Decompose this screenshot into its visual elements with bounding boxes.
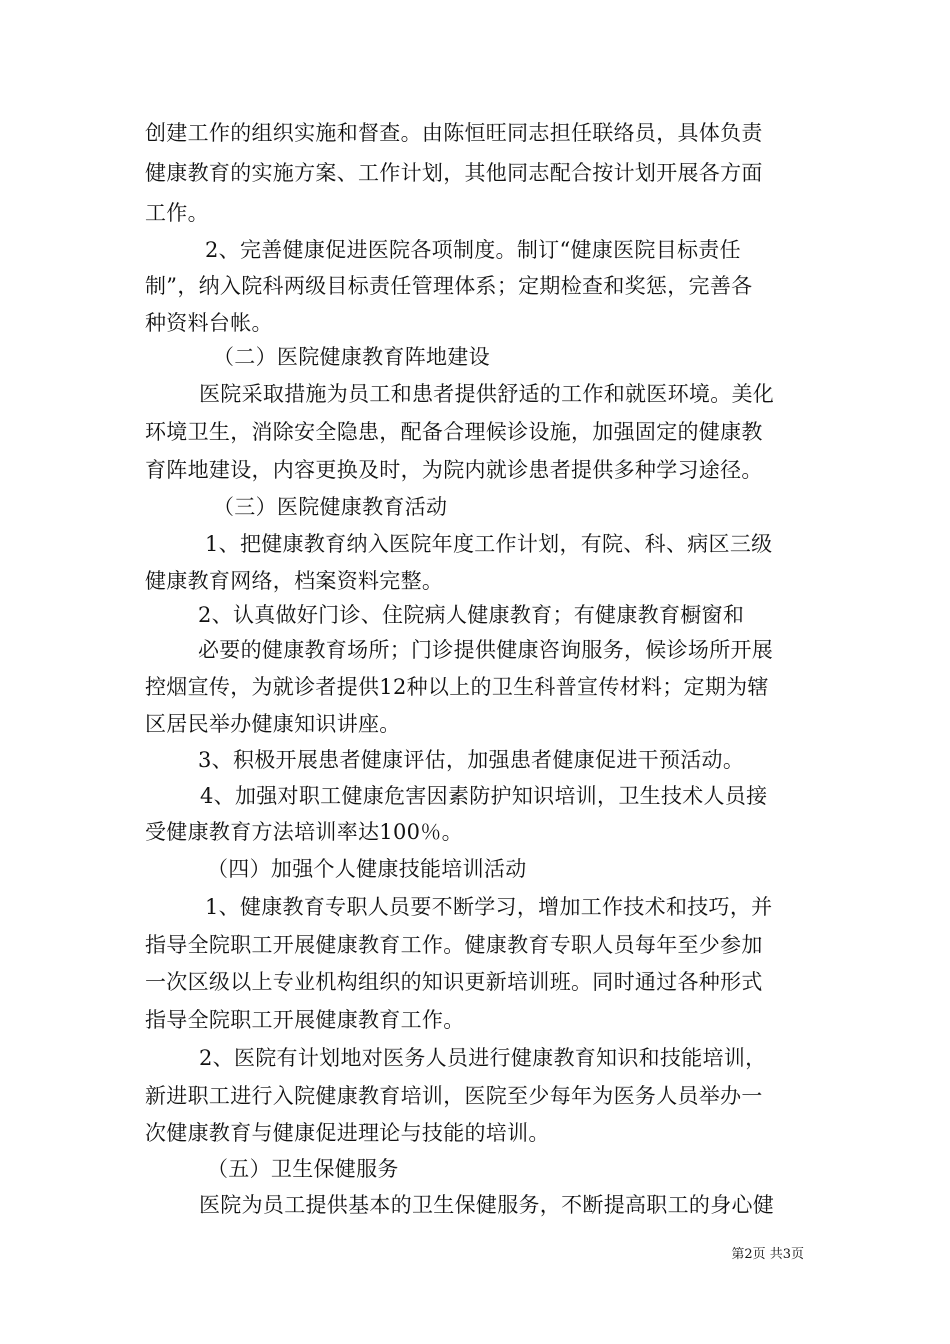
text-line: 创建工作的组织实施和督查。由陈恒旺同志担任联络员，具体负责 — [145, 121, 763, 145]
text-line: 1、健康教育专职人员要不断学习，增加工作技术和技巧，并 — [205, 895, 773, 919]
text-line: 健康教育的实施方案、工作计划，其他同志配合按计划开展各方面 — [145, 161, 763, 185]
text-line: 2、医院有计划地对医务人员进行健康教育知识和技能培训， — [199, 1046, 767, 1070]
text-line: 制”，纳入院科两级目标责任管理体系；定期检查和奖惩，完善各 — [145, 274, 753, 298]
text-line: 受健康教育方法培训率达100％。 — [145, 820, 463, 844]
text-line: 必要的健康教育场所；门诊提供健康咨询服务，候诊场所开展 — [198, 638, 774, 662]
text-line: 2、完善健康促进医院各项制度。制订“健康医院目标责任 — [205, 238, 741, 262]
text-line: 2、认真做好门诊、住院病人健康教育；有健康教育橱窗和 — [198, 603, 745, 627]
text-line: 次健康教育与健康促进理论与技能的培训。 — [145, 1121, 550, 1145]
text-line: 健康教育网络，档案资料完整。 — [145, 569, 444, 593]
section-heading: （二）医院健康教育阵地建设 — [213, 345, 490, 369]
text-line: 医院为员工提供基本的卫生保健服务，不断提高职工的身心健 — [199, 1193, 775, 1217]
text-line: 医院采取措施为员工和患者提供舒适的工作和就医环境。美化 — [199, 382, 775, 406]
page-number-footer: 第2页 共3页 — [731, 1247, 804, 1262]
text-line: 指导全院职工开展健康教育工作。健康教育专职人员每年至少参加 — [145, 933, 763, 957]
text-line: 环境卫生，消除安全隐患，配备合理候诊设施，加强固定的健康教 — [145, 420, 763, 444]
text-line: 工作。 — [145, 201, 209, 225]
text-line: 新进职工进行入院健康教育培训，医院至少每年为医务人员举办一 — [145, 1084, 763, 1108]
section-heading: （四）加强个人健康技能培训活动 — [207, 857, 527, 881]
text-line: 3、积极开展患者健康评估，加强患者健康促进干预活动。 — [198, 748, 745, 772]
section-heading: （五）卫生保健服务 — [207, 1157, 399, 1181]
text-line: 4、加强对职工健康危害因素防护知识培训，卫生技术人员接 — [200, 784, 768, 808]
text-line: 一次区级以上专业机构组织的知识更新培训班。同时通过各种形式 — [145, 970, 763, 994]
text-line: 种资料台帐。 — [145, 311, 273, 335]
text-line: 区居民举办健康知识讲座。 — [145, 712, 401, 736]
section-heading: （三）医院健康教育活动 — [213, 495, 448, 519]
text-line: 1、把健康教育纳入医院年度工作计划，有院、科、病区三级 — [205, 532, 773, 556]
text-line: 指导全院职工开展健康教育工作。 — [145, 1008, 465, 1032]
text-line: 育阵地建设，内容更换及时，为院内就诊患者提供多种学习途径。 — [145, 458, 763, 482]
text-line: 控烟宣传，为就诊者提供12种以上的卫生科普宣传材料；定期为辖 — [145, 675, 769, 699]
